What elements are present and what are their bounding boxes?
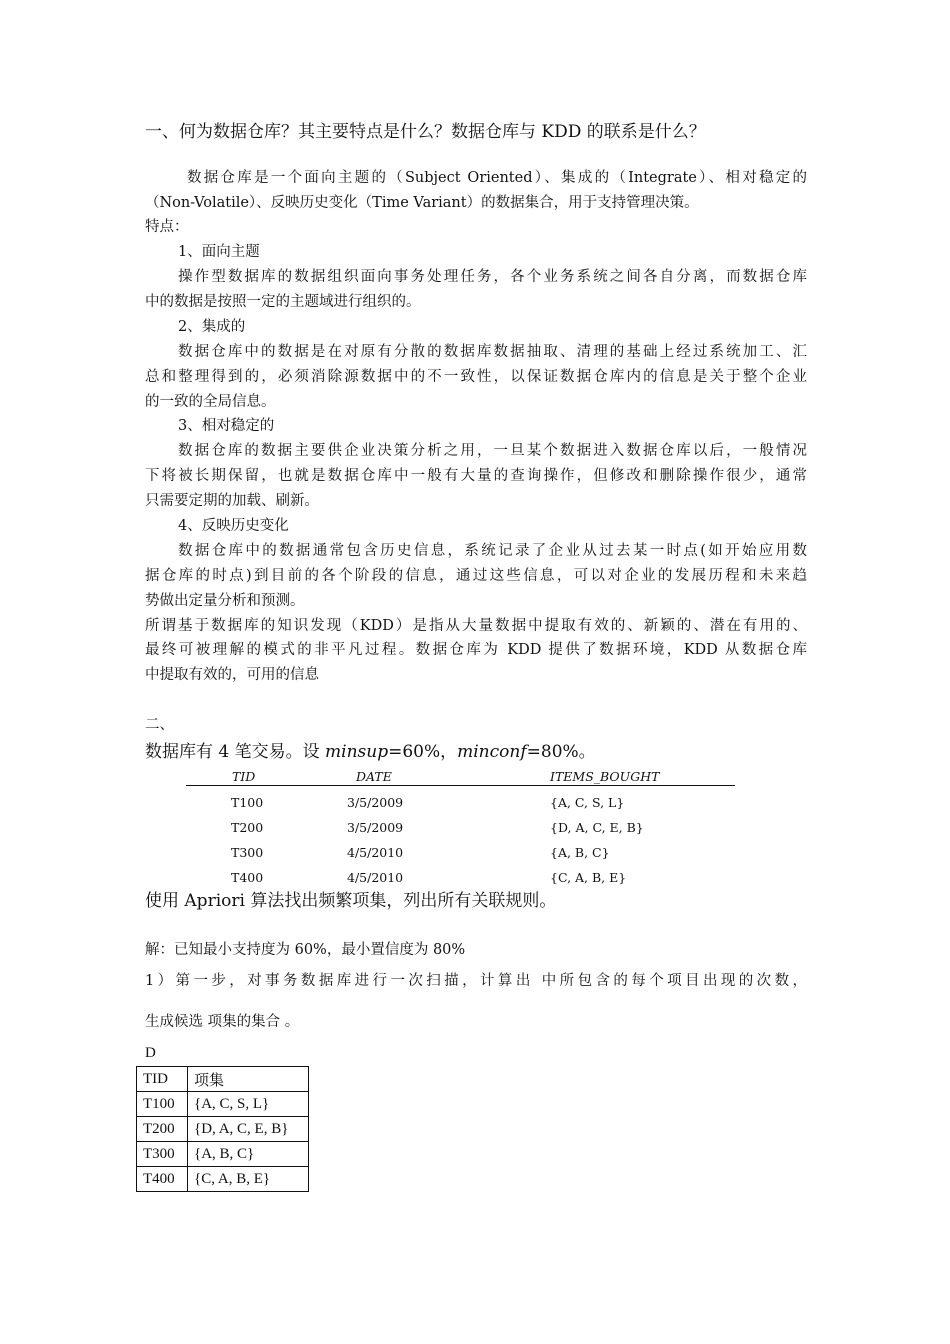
table-d-tid: T200 <box>137 1117 188 1142</box>
step-1-line-2: 生成候选 项集的集合 。 <box>145 1014 300 1030</box>
txn-row-1-tid: T100 <box>231 795 264 810</box>
txn-header-rule <box>186 785 735 786</box>
definition-line-1: 数据仓库是一个面向主题的（Subject Oriented）、集成的（Integrate）、相对稳定的 <box>187 170 807 186</box>
feature-2-line-2: 总和整理得到的，必须消除源数据中的不一致性，以保证数据仓库内的信息是关于整个企业 <box>145 369 807 385</box>
kdd-line-1: 所谓基于数据库的知识发现（KDD）是指从大量数据中提取有效的、新颖的、潜在有用的、 <box>145 618 807 634</box>
table-d-itemset: {C, A, B, E} <box>188 1167 309 1192</box>
txn-row-4-tid: T400 <box>231 870 264 885</box>
question-2-label: 二、 <box>145 717 174 733</box>
txn-row-3-date: 4/5/2010 <box>347 845 404 860</box>
table-d-header-tid: TID <box>137 1067 188 1092</box>
minsup-variable: minsup <box>325 742 389 762</box>
feature-4-line-2: 据仓库的时点)到目前的各个阶段的信息，通过这些信息，可以对企业的发展历程和未来趋 <box>145 568 807 584</box>
kdd-line-3: 中提取有效的，可用的信息 <box>145 667 319 683</box>
question-2-intro <box>145 737 596 762</box>
table-d-label: D <box>145 1045 156 1061</box>
table-d-tid: T400 <box>137 1167 188 1192</box>
apriori-task: 使用 Apriori 算法找出频繁项集，列出所有关联规则。 <box>145 891 557 911</box>
definition-line-2: （Non-Volatile）、反映历史变化（Time Variant）的数据集合，用于支持管理决策。 <box>145 195 699 211</box>
table-d-itemset: {D, A, C, E, B} <box>188 1117 309 1142</box>
feature-1-line-1: 操作型数据库的数据组织面向事务处理任务，各个业务系统之间各自分离，而数据仓库 <box>178 269 807 285</box>
table-d-itemset: {A, B, C} <box>188 1142 309 1167</box>
minconf-value: =80%。 <box>526 742 596 762</box>
features-label: 特点： <box>145 219 189 235</box>
table-row <box>137 1142 309 1167</box>
txn-row-3-items: {A, B, C} <box>550 845 610 860</box>
intro-text: 数据库有 4 笔交易。设 <box>145 742 326 762</box>
table-d-header-itemset: 项集 <box>188 1067 309 1092</box>
kdd-line-2: 最终可被理解的模式的非平凡过程。数据仓库为 KDD 提供了数据环境，KDD 从数据仓库 <box>145 642 807 658</box>
feature-3-title: 3、相对稳定的 <box>178 418 275 434</box>
feature-1-line-2: 中的数据是按照一定的主题域进行组织的。 <box>145 294 421 310</box>
table-d-header-row <box>137 1067 309 1092</box>
feature-4-line-1: 数据仓库中的数据通常包含历史信息，系统记录了企业从过去某一时点(如开始应用数 <box>178 543 807 559</box>
table-d-itemset: {A, C, S, L} <box>188 1092 309 1117</box>
txn-header-tid: TID <box>232 769 256 784</box>
txn-row-4-date: 4/5/2010 <box>347 870 404 885</box>
feature-3-line-1: 数据仓库的数据主要供企业决策分析之用，一旦某个数据进入数据仓库以后，一般情况 <box>178 443 807 459</box>
minconf-variable: minconf <box>457 742 527 762</box>
table-d <box>136 1066 309 1192</box>
feature-2-line-1: 数据仓库中的数据是在对原有分散的数据库数据抽取、清理的基础上经过系统加工、汇 <box>178 344 807 360</box>
minsup-value: =60%， <box>388 742 458 762</box>
feature-1-title: 1、面向主题 <box>178 244 260 260</box>
txn-header-items: ITEMS_BOUGHT <box>550 769 660 784</box>
table-row <box>137 1117 309 1142</box>
txn-header-date: DATE <box>356 769 392 784</box>
txn-row-1-date: 3/5/2009 <box>347 795 404 810</box>
table-d-tid: T300 <box>137 1142 188 1167</box>
solution-intro: 解：已知最小支持度为 60%，最小置信度为 80% <box>145 942 466 958</box>
txn-row-4-items: {C, A, B, E} <box>550 870 627 885</box>
table-d-tid: T100 <box>137 1092 188 1117</box>
feature-2-title: 2、集成的 <box>178 319 246 335</box>
table-row <box>137 1092 309 1117</box>
feature-4-line-3: 势做出定量分析和预测。 <box>145 593 305 609</box>
step-1-line-1: 1）第一步，对事务数据库进行一次扫描，计算出 中所包含的每个项目出现的次数， <box>145 973 807 989</box>
txn-row-2-items: {D, A, C, E, B} <box>550 820 644 835</box>
txn-row-2-date: 3/5/2009 <box>347 820 404 835</box>
feature-2-line-3: 的一致的全局信息。 <box>145 394 276 410</box>
feature-3-line-3: 只需要定期的加载、刷新。 <box>145 493 319 509</box>
feature-3-line-2: 下将被长期保留，也就是数据仓库中一般有大量的查询操作，但修改和删除操作很少，通常 <box>145 468 807 484</box>
txn-row-3-tid: T300 <box>231 845 264 860</box>
txn-row-2-tid: T200 <box>231 820 264 835</box>
table-row <box>137 1167 309 1192</box>
question-1-title: 一、何为数据仓库？其主要特点是什么？数据仓库与 KDD 的联系是什么？ <box>145 122 706 142</box>
txn-row-1-items: {A, C, S, L} <box>550 795 625 810</box>
feature-4-title: 4、反映历史变化 <box>178 518 289 534</box>
